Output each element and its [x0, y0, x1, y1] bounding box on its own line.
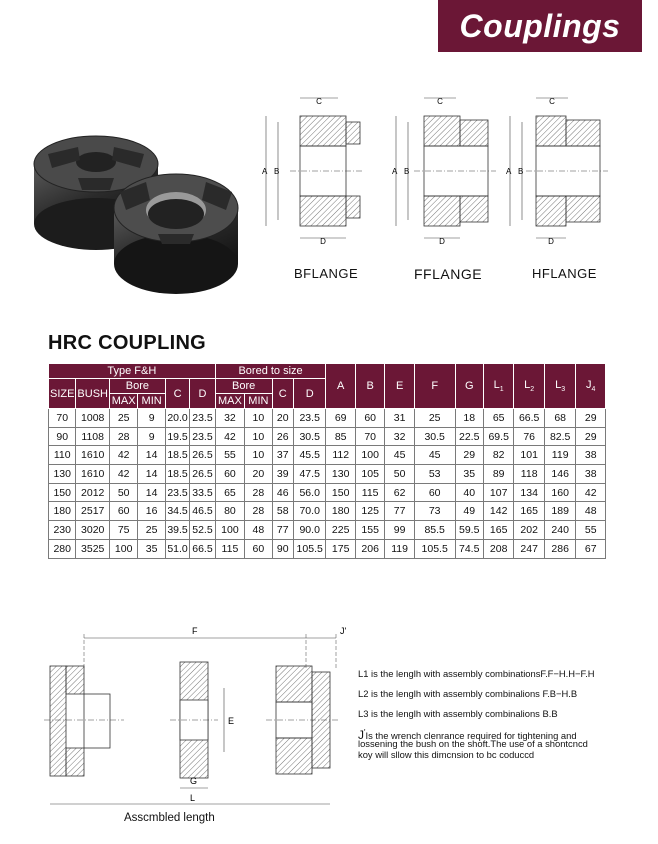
bflange-label: BFLANGE [294, 266, 359, 281]
table-body [49, 409, 606, 559]
table-cell: 31 [385, 409, 414, 428]
table-cell: 42 [109, 446, 137, 465]
table-cell: 180 [49, 502, 76, 521]
table-cell: 65 [483, 409, 513, 428]
table-cell: 119 [385, 539, 414, 558]
dim-f: F [192, 626, 198, 636]
table-cell: 10 [245, 446, 272, 465]
table-cell: 18.5 [165, 465, 189, 484]
col-size: SIZE [49, 379, 76, 409]
col-l1: $L_1$ [483, 364, 513, 409]
table-cell: 59.5 [455, 521, 483, 540]
table-cell: 77 [385, 502, 414, 521]
table-cell: 58 [272, 502, 293, 521]
col-j4: $J_4$ [576, 364, 606, 409]
col-l2: $L_2$ [514, 364, 544, 409]
table-cell: 1008 [76, 409, 110, 428]
table-row [49, 446, 606, 465]
table-cell: 25 [109, 409, 137, 428]
table-cell: 60 [215, 465, 244, 484]
table-cell: 206 [355, 539, 384, 558]
hflange-label: HFLANGE [532, 266, 597, 281]
note-j: J'Is the wrench clenrance required for tightening and [358, 728, 577, 743]
table-cell: 66.5 [190, 539, 215, 558]
coupling-photo [18, 112, 243, 300]
table-cell: 37 [272, 446, 293, 465]
table-cell: 1108 [76, 427, 110, 446]
table-cell: 67 [576, 539, 606, 558]
table-cell: 115 [215, 539, 244, 558]
section-title: HRC COUPLING [48, 332, 207, 354]
table-cell: 14 [138, 483, 165, 502]
table-cell: 50 [109, 483, 137, 502]
table-cell: 14 [138, 465, 165, 484]
group-header-type-fh: Type F&H [49, 364, 216, 379]
table-cell: 35 [455, 465, 483, 484]
table-cell: 56.0 [293, 483, 326, 502]
col-l3: $L_3$ [544, 364, 576, 409]
table-cell: 26.5 [190, 446, 215, 465]
table-row [49, 427, 606, 446]
table-cell: 119 [544, 446, 576, 465]
table-cell: 85 [326, 427, 355, 446]
table-cell: 48 [245, 521, 272, 540]
table-cell: 90 [49, 427, 76, 446]
col-bored-bore: Bore [215, 379, 272, 394]
table-cell: 42 [576, 483, 606, 502]
note-j-line2: lossening the bush on the shoft.The use of a shontcncd [358, 738, 588, 749]
table-cell: 202 [514, 521, 544, 540]
table-cell: 26 [272, 427, 293, 446]
table-cell: 10 [245, 409, 272, 428]
note-l1: L1 is the lenglh with assembly combinationsF.F−H.H−F.H [358, 668, 595, 679]
svg-text:D: D [548, 237, 554, 246]
col-b: B [355, 364, 384, 409]
table-cell: 45.5 [293, 446, 326, 465]
table-cell: 189 [544, 502, 576, 521]
table-cell: 60 [414, 483, 455, 502]
table-cell: 80 [215, 502, 244, 521]
table-cell: 29 [576, 409, 606, 428]
table-cell: 29 [455, 446, 483, 465]
table-cell: 90 [272, 539, 293, 558]
fflange-label: FFLANGE [414, 266, 483, 282]
table-cell: 110 [49, 446, 76, 465]
note-l3: L3 is the lenglh with assembly combinalions B.B [358, 708, 558, 719]
table-cell: 16 [138, 502, 165, 521]
table-cell: 165 [483, 521, 513, 540]
table-cell: 18.5 [165, 446, 189, 465]
note-j-line3: koy will sllow this dimcnsion to bc coducсd [358, 749, 535, 760]
header-banner [438, 0, 642, 52]
table-cell: 55 [576, 521, 606, 540]
table-row [49, 521, 606, 540]
table-cell: 101 [514, 446, 544, 465]
table-cell: 99 [385, 521, 414, 540]
col-c: C [165, 379, 189, 409]
table-cell: 22.5 [455, 427, 483, 446]
table-cell: 286 [544, 539, 576, 558]
table-cell: 146 [544, 465, 576, 484]
svg-text:B: B [518, 167, 524, 176]
table-cell: 142 [483, 502, 513, 521]
dim-e: E [228, 716, 235, 726]
table-cell: 73 [414, 502, 455, 521]
table-cell: 70 [49, 409, 76, 428]
table-cell: 230 [49, 521, 76, 540]
table-cell: 85.5 [414, 521, 455, 540]
table-cell: 55 [215, 446, 244, 465]
table-cell: 47.5 [293, 465, 326, 484]
table-cell: 100 [355, 446, 384, 465]
table-cell: 225 [326, 521, 355, 540]
table-cell: 32 [215, 409, 244, 428]
table-cell: 2012 [76, 483, 110, 502]
table-cell: 75 [109, 521, 137, 540]
table-cell: 50 [385, 465, 414, 484]
table-cell: 68 [544, 409, 576, 428]
table-cell: 9 [138, 427, 165, 446]
table-cell: 70 [355, 427, 384, 446]
table-row [49, 483, 606, 502]
table-cell: 35 [138, 539, 165, 558]
table-cell: 90.0 [293, 521, 326, 540]
table-cell: 134 [514, 483, 544, 502]
table-cell: 82.5 [544, 427, 576, 446]
table-cell: 42 [215, 427, 244, 446]
table-cell: 32 [385, 427, 414, 446]
table-cell: 45 [414, 446, 455, 465]
table-row [49, 465, 606, 484]
table-cell: 66.5 [514, 409, 544, 428]
table-cell: 23.5 [165, 483, 189, 502]
col-a: A [326, 364, 355, 409]
dim-c: C [316, 97, 322, 106]
table-cell: 46 [272, 483, 293, 502]
table-cell: 155 [355, 521, 384, 540]
table-cell: 115 [355, 483, 384, 502]
table-cell: 18 [455, 409, 483, 428]
table-cell: 175 [326, 539, 355, 558]
table-cell: 46.5 [190, 502, 215, 521]
fflange-diagram [386, 92, 496, 252]
table-cell: 30.5 [293, 427, 326, 446]
table-cell: 165 [514, 502, 544, 521]
table-cell: 3525 [76, 539, 110, 558]
table-cell: 28 [109, 427, 137, 446]
table-cell: 1610 [76, 446, 110, 465]
table-cell: 69 [326, 409, 355, 428]
table-cell: 280 [49, 539, 76, 558]
col-e: E [385, 364, 414, 409]
page-title: Couplings [459, 7, 621, 44]
table-cell: 45 [385, 446, 414, 465]
bflange-diagram [252, 92, 362, 252]
table-cell: 62 [385, 483, 414, 502]
group-header-bored: Bored to size [215, 364, 326, 379]
table-cell: 150 [49, 483, 76, 502]
dim-d: D [320, 237, 326, 246]
table-cell: 89 [483, 465, 513, 484]
svg-text:A: A [506, 167, 512, 176]
dim-g: G [190, 776, 198, 786]
dim-a: A [262, 167, 268, 176]
table-cell: 105 [355, 465, 384, 484]
svg-text:C: C [437, 97, 443, 106]
assembly-diagram [40, 620, 358, 810]
table-cell: 60 [355, 409, 384, 428]
col-min: MIN [138, 394, 165, 409]
hrc-coupling-table [48, 363, 606, 559]
table-cell: 105.5 [414, 539, 455, 558]
col-bored-c: C [272, 379, 293, 409]
table-cell: 33.5 [190, 483, 215, 502]
table-cell: 69.5 [483, 427, 513, 446]
table-cell: 48 [576, 502, 606, 521]
table-cell: 77 [272, 521, 293, 540]
col-bore: Bore [109, 379, 165, 394]
table-cell: 25 [414, 409, 455, 428]
table-cell: 2517 [76, 502, 110, 521]
table-row [49, 409, 606, 428]
table-cell: 74.5 [455, 539, 483, 558]
table-cell: 34.5 [165, 502, 189, 521]
col-max: MAX [109, 394, 137, 409]
table-cell: 20 [245, 465, 272, 484]
table-cell: 130 [326, 465, 355, 484]
table-cell: 180 [326, 502, 355, 521]
table-cell: 19.5 [165, 427, 189, 446]
table-cell: 51.0 [165, 539, 189, 558]
table-cell: 39 [272, 465, 293, 484]
table-cell: 20.0 [165, 409, 189, 428]
table-cell: 76 [514, 427, 544, 446]
table-cell: 60 [109, 502, 137, 521]
table-cell: 160 [544, 483, 576, 502]
table-cell: 29 [576, 427, 606, 446]
table-row [49, 539, 606, 558]
col-g: G [455, 364, 483, 409]
col-bored-min: MIN [245, 394, 272, 409]
note-l2: L2 is the lenglh with assembly combinalions F.B−H.B [358, 688, 578, 699]
table-cell: 49 [455, 502, 483, 521]
table-cell: 112 [326, 446, 355, 465]
table-cell: 39.5 [165, 521, 189, 540]
table-cell: 1610 [76, 465, 110, 484]
table-cell: 150 [326, 483, 355, 502]
dim-b: B [274, 167, 280, 176]
table-cell: 28 [245, 483, 272, 502]
svg-text:C: C [549, 97, 555, 106]
table-cell: 23.5 [190, 427, 215, 446]
table-cell: 82 [483, 446, 513, 465]
hflange-diagram [500, 92, 610, 252]
svg-text:D: D [439, 237, 445, 246]
col-f: F [414, 364, 455, 409]
table-cell: 130 [49, 465, 76, 484]
table-cell: 10 [245, 427, 272, 446]
table-cell: 105.5 [293, 539, 326, 558]
table-cell: 26.5 [190, 465, 215, 484]
col-d: D [190, 379, 215, 409]
table-cell: 118 [514, 465, 544, 484]
table-cell: 38 [576, 446, 606, 465]
table-cell: 30.5 [414, 427, 455, 446]
table-cell: 60 [245, 539, 272, 558]
table-cell: 28 [245, 502, 272, 521]
table-cell: 3020 [76, 521, 110, 540]
assembly-caption: Asscmbled length [124, 812, 215, 824]
col-bush: BUSH [76, 379, 110, 409]
table-cell: 23.5 [293, 409, 326, 428]
col-bored-max: MAX [215, 394, 244, 409]
table-cell: 52.5 [190, 521, 215, 540]
table-cell: 53 [414, 465, 455, 484]
table-cell: 40 [455, 483, 483, 502]
table-cell: 9 [138, 409, 165, 428]
table-cell: 100 [215, 521, 244, 540]
table-cell: 100 [109, 539, 137, 558]
table-cell: 247 [514, 539, 544, 558]
dim-l: L [190, 793, 196, 803]
table-cell: 125 [355, 502, 384, 521]
table-cell: 20 [272, 409, 293, 428]
table-cell: 107 [483, 483, 513, 502]
dim-j: J' [340, 626, 347, 636]
table-cell: 70.0 [293, 502, 326, 521]
col-bored-d: D [293, 379, 326, 409]
svg-text:B: B [404, 167, 410, 176]
svg-text:A: A [392, 167, 398, 176]
table-cell: 65 [215, 483, 244, 502]
table-cell: 240 [544, 521, 576, 540]
table-cell: 23.5 [190, 409, 215, 428]
table-cell: 38 [576, 465, 606, 484]
table-cell: 14 [138, 446, 165, 465]
table-cell: 25 [138, 521, 165, 540]
table-cell: 208 [483, 539, 513, 558]
table-row [49, 502, 606, 521]
table-cell: 42 [109, 465, 137, 484]
